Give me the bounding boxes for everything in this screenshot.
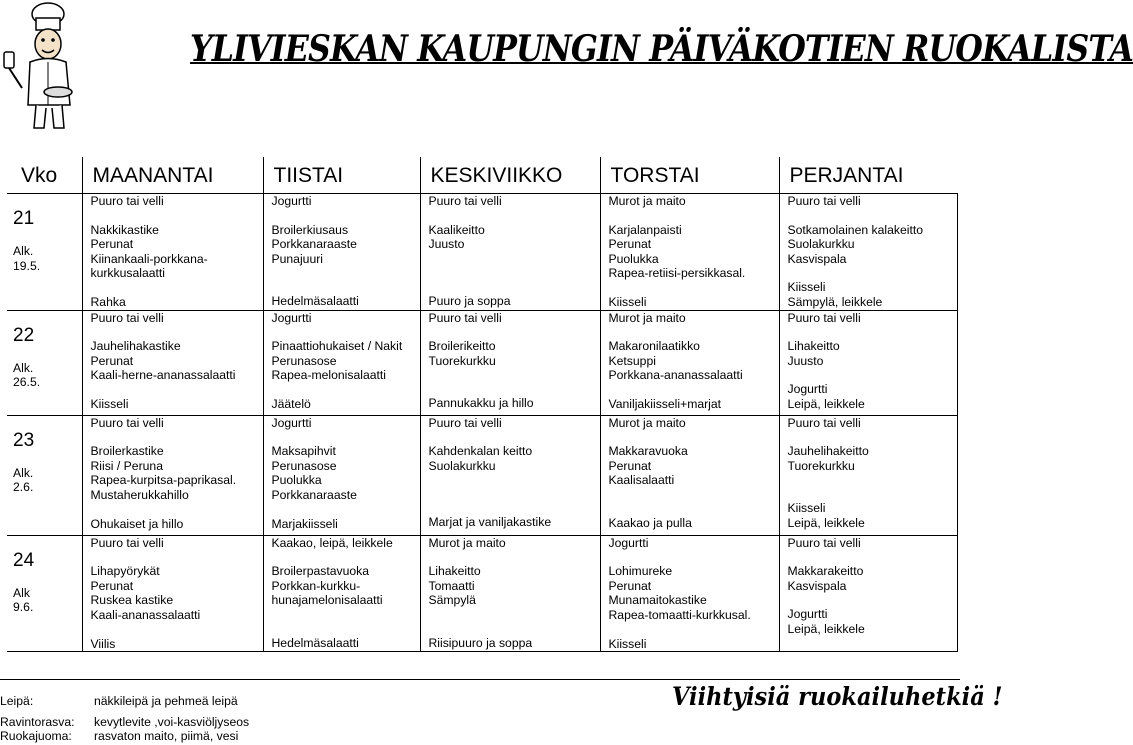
menu-item: Ohukaiset ja hillo [90,516,184,531]
menu-cell-wednesday [420,535,600,652]
menu-item: Suolakurkku [428,458,496,473]
spacer [429,487,600,501]
menu-cell-friday [779,415,957,535]
menu-item: Ketsuppi [608,353,656,368]
spacer [609,209,779,223]
spacer [91,325,263,339]
menu-item: Kaalisalaatti [608,473,675,488]
menu-item: Jauhelihakastike [90,339,181,354]
spacer [788,266,957,280]
menu-item: Perunat [90,353,134,368]
menu-item: Puuro tai velli [428,415,502,430]
menu-item: Kaakao ja pulla [608,515,692,530]
menu-item: Makkarakeitto [787,564,864,579]
menu-item: Puolukka [608,251,659,266]
menu-item: Leipä, leikkele [787,515,865,530]
spacer [272,608,420,622]
menu-item: Riisi / Peruna [90,458,163,473]
week-number: 22 [13,324,35,346]
week-start-label: Alk. [13,244,34,258]
menu-cell-thursday [600,415,779,535]
header-row [7,157,957,194]
menu-item: Murot ja maito [428,535,506,550]
menu-item: Jogurtti [787,607,828,622]
spacer [788,593,957,607]
menu-item: Tomaatti [428,578,475,593]
menu-item: Marjat ja vaniljakastike [428,515,552,530]
menu-cell-tuesday [263,535,420,652]
spacer [272,325,420,339]
menu-item: Lihakeitto [428,564,481,579]
menu-item: Porkkana-ananassalaatti [608,368,743,383]
menu-item: Kaali-herne-ananassalaatti [90,368,236,383]
menu-cell-tuesday [263,415,420,535]
menu-item: Jogurtti [271,194,312,208]
menu-item: Suolakurkku [787,237,855,252]
spacer [91,281,263,295]
menu-item: Puuro tai velli [428,194,502,208]
spacer [272,383,420,397]
spacer [429,473,600,487]
spacer [609,550,779,564]
menu-item: Rapea-melonisalaatti [271,368,386,383]
chef-icon [0,0,80,135]
menu-item: Puuro tai velli [787,310,861,325]
menu-item: Broilerpastavuoka [271,564,370,579]
menu-item: Kasvispala [787,578,847,593]
header-week: Vko [7,157,82,194]
spacer [91,430,263,444]
week-row [7,310,957,415]
menu-item: Sämpylä, leikkele [787,294,883,309]
menu-item: Lihakeitto [787,339,840,354]
spacer [609,281,779,295]
menu-cell-thursday [600,194,779,311]
week-start-label: Alk. [13,465,34,480]
menu-item: Kiisseli [608,294,647,309]
footer-labels [0,694,75,744]
menu-item: Makkaravuoka [608,444,688,459]
spacer [429,382,600,396]
footer-value: rasvaton maito, piimä, vesi [94,729,239,743]
footer-values [94,694,249,744]
menu-item: Murot ja maito [608,415,686,430]
header-friday: PERJANTAI [779,157,957,194]
week-start-label: Alk. [13,360,34,375]
menu-item: Lohimureke [608,564,673,579]
spacer [429,368,600,382]
menu-cell-monday [82,415,263,535]
menu-item: Perunat [608,237,652,252]
menu-item: Leipä, leikkele [787,621,865,636]
menu-item: Vaniljakiisseli+marjat [608,396,722,411]
menu-item: Puuro tai velli [90,310,164,325]
spacer [91,550,263,564]
spacer [429,280,600,294]
week-number: 24 [13,549,35,571]
week-cell [7,415,82,535]
spacer [788,550,957,564]
spacer [429,608,600,622]
spacer [788,473,957,487]
spacer [788,637,957,651]
menu-item: Broilerkiusaus [271,222,349,237]
spacer [429,501,600,515]
menu-item: Rapea-tomaatti-kurkkusal. [608,607,751,622]
week-start-date: 19.5. [13,258,41,273]
spacer [609,502,779,516]
menu-item: Juusto [787,353,824,368]
week-cell [7,194,82,311]
week-cell [7,535,82,652]
spacer [788,209,957,223]
menu-cell-friday [779,535,957,652]
spacer [429,266,600,280]
menu-item: Riisipuuro ja soppa [428,635,533,650]
spacer [429,622,600,636]
menu-item: Karjalanpaisti [608,222,682,237]
menu-cell-friday [779,194,957,311]
menu-cell-thursday [600,535,779,652]
menu-cell-tuesday [263,194,420,311]
menu-item: Jogurtti [787,382,828,397]
week-number: 21 [13,208,35,229]
spacer [609,325,779,339]
menu-item: Viilis [90,636,116,651]
week-row [7,535,957,652]
menu-item: Puuro tai velli [787,194,861,208]
spacer [788,487,957,501]
menu-item: Makaronilaatikko [608,339,700,354]
menu-item: Hedelmäsalaatti [271,294,359,309]
menu-cell-wednesday [420,310,600,415]
menu-item: Kaali-ananassalaatti [90,607,201,622]
menu-item: Nakkikastike [90,222,159,237]
spacer [609,488,779,502]
footer-label: Leipä: [0,694,34,708]
footer-label: Ruokajuoma: [0,729,72,743]
menu-item: Pinaattiohukaiset / Nakit [271,339,403,354]
spacer [429,430,600,444]
menu-item: Perunat [608,578,652,593]
week-start-date: 9.6. [13,600,34,615]
week-row [7,415,957,535]
spacer [429,325,600,339]
week-row [7,194,957,311]
menu-cell-wednesday [420,194,600,311]
menu-item: Munamaitokastike [608,593,707,608]
menu-item: kurkkusalaatti [90,266,166,281]
menu-item: Murot ja maito [608,310,686,325]
menu-item: Kiinankaali-porkkana- [90,251,208,266]
menu-item: Jogurtti [271,415,312,430]
week-cell [7,310,82,415]
spacer [272,280,420,294]
menu-table [7,157,958,652]
menu-item: Porkkanaraaste [271,237,357,252]
spacer [272,503,420,517]
spacer [272,209,420,223]
menu-item: Perunat [608,458,652,473]
menu-item: Puuro ja soppa [428,293,511,308]
menu-item: Perunasose [271,353,337,368]
footer-value: kevytlevite ,voi-kasviöljyseos [94,715,250,729]
menu-item: Kaakao, leipä, leikkele [271,535,393,550]
spacer [91,383,263,397]
menu-item: Kiisseli [90,396,129,411]
menu-cell-monday [82,194,263,311]
header-tuesday: TIISTAI [263,157,420,194]
menu-item: Leipä, leikkele [787,396,865,411]
menu-item: Kiisseli [787,280,826,295]
menu-item: Rapea-kurpitsa-paprikasal. [90,473,237,488]
menu-item: Jauhelihakeitto [787,444,869,459]
spacer [609,430,779,444]
spacer [272,622,420,636]
footer-value: näkkileipä ja pehmeä leipä [94,694,238,708]
menu-item: Kasvispala [787,251,847,266]
menu-item: Pannukakku ja hillo [428,396,534,411]
menu-item: Kiisseli [608,636,647,651]
spacer [788,430,957,444]
menu-item: Puuro tai velli [428,310,502,325]
menu-item: Kaalikeitto [428,222,485,237]
menu-item: Murot ja maito [608,194,686,208]
menu-item: Tuorekurkku [428,353,496,368]
week-start-label: Alk [13,585,30,600]
menu-cell-tuesday [263,310,420,415]
menu-item: Perunat [90,237,134,252]
spacer [429,550,600,564]
menu-item: Puuro tai velli [787,415,861,430]
menu-item: Mustaherukkahillo [90,487,189,502]
spacer [272,430,420,444]
spacer [788,368,957,382]
menu-item: Kahdenkalan keitto [428,444,533,459]
menu-item: Ruskea kastike [90,593,174,608]
slogan: Viihtyisiä ruokailuhetkiä ! [672,682,1003,711]
menu-item: Porkkan-kurkku- [271,578,361,593]
menu-item: Maksapihvit [271,444,336,459]
menu-cell-monday [82,310,263,415]
spacer [91,623,263,637]
page-title: YLIVIESKAN KAUPUNGIN PÄIVÄKOTIEN RUOKALISTA [190,28,1133,70]
spacer [91,209,263,223]
header-wednesday: KESKIVIIKKO [420,157,600,194]
menu-item: Puolukka [271,473,322,488]
week-start-date: 26.5. [13,375,41,390]
menu-item: Puuro tai velli [90,194,164,208]
menu-item: Sämpylä [428,593,476,608]
menu-item: Porkkanaraaste [271,487,357,502]
menu-item: Puuro tai velli [90,415,164,430]
week-start-date: 2.6. [13,480,34,495]
header-monday: MAANANTAI [82,157,263,194]
menu-item: Puuro tai velli [787,535,861,550]
spacer [609,623,779,637]
menu-item: Kiisseli [787,501,826,516]
header-thursday: TORSTAI [600,157,779,194]
menu-item: Perunasose [271,458,337,473]
menu-item: Marjakiisseli [271,516,338,531]
spacer [429,252,600,266]
footer-label: Ravintorasva: [0,715,75,729]
menu-item: Jäätelö [271,396,311,411]
footer-divider [0,679,960,680]
menu-item: Hedelmäsalaatti [271,635,359,650]
menu-item: Broilerikeitto [428,339,496,354]
menu-item: Tuorekurkku [787,458,855,473]
menu-item: Sotkamolainen kalakeitto [787,222,923,237]
spacer [272,550,420,564]
menu-item: Perunat [90,578,134,593]
menu-item: Broilerkastike [90,444,164,459]
spacer [788,325,957,339]
menu-item: Rahka [90,294,126,309]
spacer [272,266,420,280]
spacer [91,503,263,517]
menu-item: Puuro tai velli [90,535,164,550]
menu-item: hunajamelonisalaatti [271,593,383,608]
menu-cell-thursday [600,310,779,415]
menu-item: Juusto [428,237,465,252]
menu-item: Rapea-retiisi-persikkasal. [608,266,746,281]
menu-item: Punajuuri [271,251,323,266]
menu-cell-friday [779,310,957,415]
week-number: 23 [13,429,35,451]
menu-cell-wednesday [420,415,600,535]
menu-item: Jogurtti [271,310,312,325]
menu-item: Lihapyörykät [90,564,160,579]
spacer [609,383,779,397]
spacer [429,209,600,223]
menu-item: Jogurtti [608,535,649,550]
menu-cell-monday [82,535,263,652]
